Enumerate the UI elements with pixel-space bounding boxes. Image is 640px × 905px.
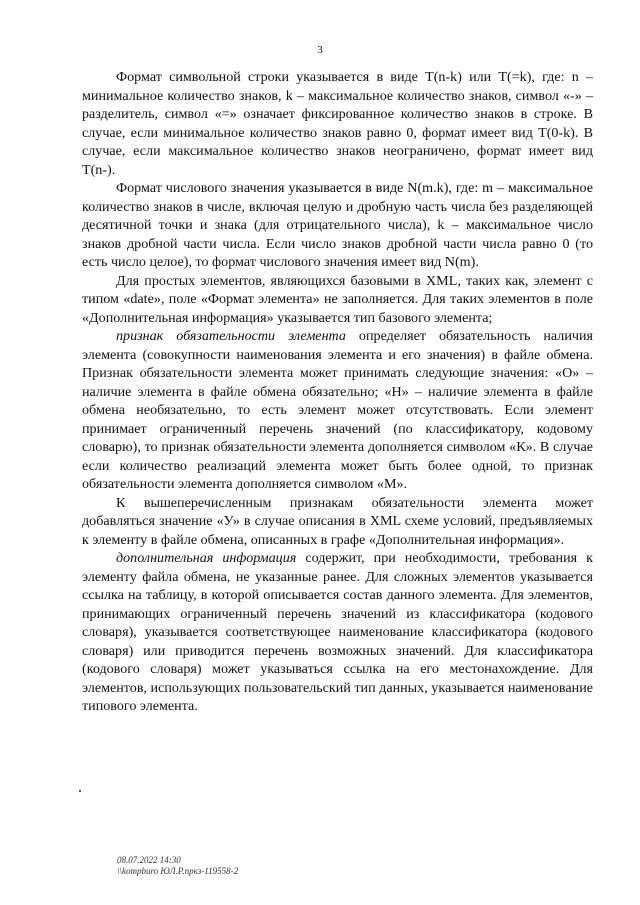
scan-dot (79, 790, 81, 792)
page-number: 3 (317, 44, 323, 56)
paragraph-required-flag: признак обязательности элемента определяет обязательность наличия элемента (совокупности наименования элемента и его значения) в файле обмена. Признак обязательности элемента может принимать следующие значения: «О» – наличие элемента в файле обмена обязательно; «Н» – наличие элемента в файле обмена необязательно, то есть элемент может отсутствовать. Если элемент принимает ограниченный перечень значений (по классификатору, кодовому словарю), то признак обязательности элемента дополняется символом «К». В случае если количество реализаций элемента может быть более одной, то признак обязательности элемента дополняется символом «М». (82, 328, 593, 492)
paragraph-conditional-flag: К вышеперечисленным признакам обязательности элемента может добавляться значение «У» в случае описания в XML схеме условий, предъявляемых к элементу в файле обмена, описанных в графе «Дополнительная информация». (82, 494, 593, 548)
paragraph-simple-elements: Для простых элементов, являющихся базовыми в XML, таких как, элемент с типом «date», поле «Формат элемента» не заполняется. Для таких элементов в поле «Дополнительная информация» указывается тип базового элемента; (82, 272, 593, 326)
footer-stamp (117, 855, 238, 877)
footer-file-path: \\kompburo ЮЛ.Р.пркз-119558-2 (117, 866, 239, 876)
paragraph-string-format: Формат символьной строки указывается в виде T(n-k) или T(=k), где: n – минимальное количество знаков, k – максимальное количество знаков, символ «-» – разделитель, символ «=» означает фиксированное количество знаков в строке. В случае, если минимальное количество знаков равно 0, формат имеет вид T(0-k). В случае, если максимальное количество знаков неограничено, формат имеет вид T(n-). (82, 69, 593, 178)
paragraph-additional-info: дополнительная информация содержит, при необходимости, требования к элементу файла обмена, не указанные ранее. Для сложных элементов указывается ссылка на таблицу, в которой описывается состав данного элемента. Для элементов, принимающих ограниченный перечень значений из классификатора (кодового словаря), указывается соответствующее наименование классификатора (кодового словаря) или приводится перечень возможных значений. Для классификатора (кодового словаря) может указываться ссылка на его местонахождение. Для элементов, использующих пользовательский тип данных, указывается наименование типового элемента. (82, 550, 594, 714)
paragraph-number-format: Формат числового значения указывается в виде N(m.k), где: m – максимальное количество знаков в числе, включая целую и дробную часть числа без разделяющей десятичной точки и знака (для отрицательного числа), k – максимальное число знаков дробной части числа. Если число знаков дробной части числа равно 0 (то есть число целое), то формат числового значения имеет вид N(m). (82, 180, 593, 270)
term-additional-info: дополнительная информация (116, 550, 297, 566)
body-text (82, 68, 593, 716)
footer-timestamp: 08.07.2022 14:30 (117, 855, 181, 865)
term-required-flag: признак обязательности элемента (116, 328, 346, 344)
